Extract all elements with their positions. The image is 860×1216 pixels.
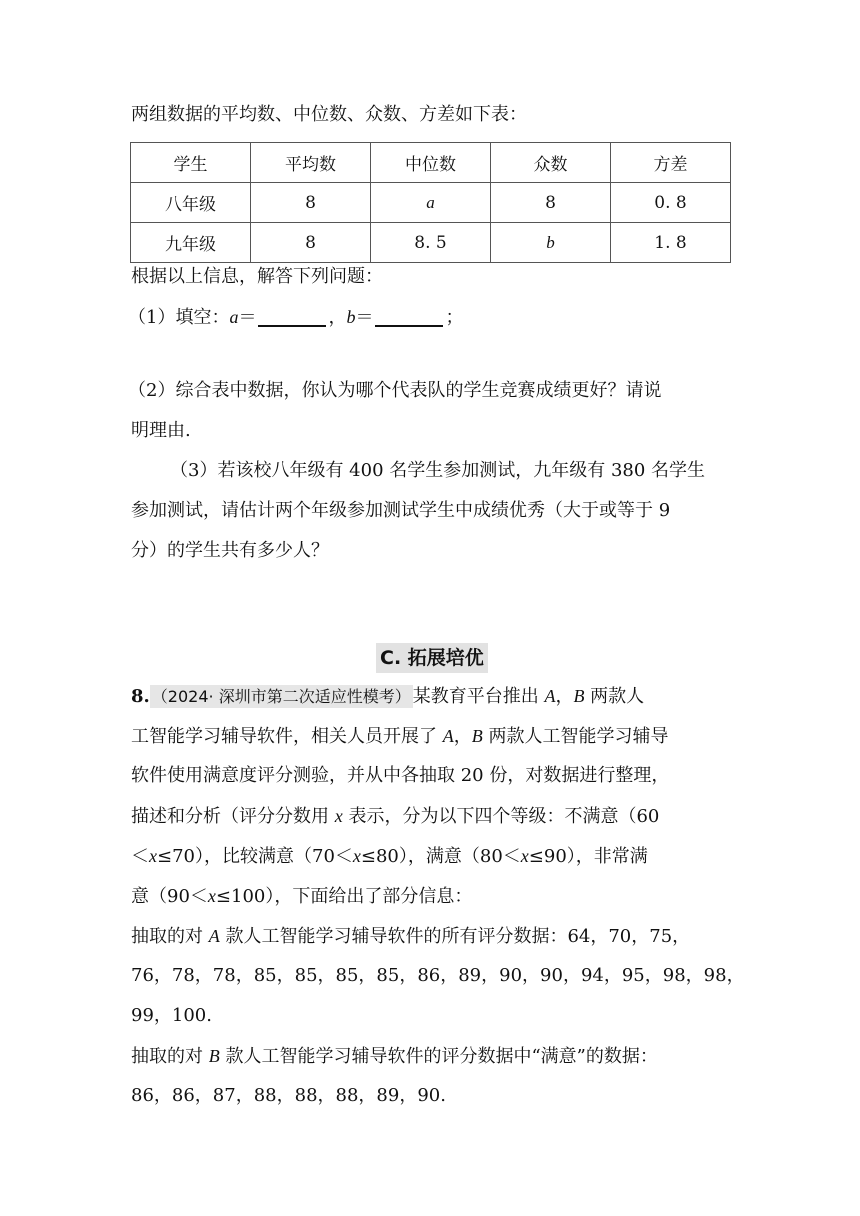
var-B: B (471, 726, 483, 746)
answer-blank-a[interactable] (258, 307, 326, 327)
q1-var-a: a (229, 307, 239, 327)
table-header: 众数 (491, 143, 611, 183)
table-cell: 8 (491, 183, 611, 223)
table-row (131, 223, 731, 263)
text: ≤70），比较满意（70＜ (157, 846, 353, 867)
text: 款人工智能学习辅导软件的评分数据中“满意”的数据： (219, 1046, 658, 1067)
var-x: x (352, 846, 361, 866)
q1-prefix: （1）填空： (128, 307, 230, 328)
table-row (131, 183, 731, 223)
table-header: 平均数 (251, 143, 371, 183)
var-B: B (573, 686, 585, 706)
question-1 (128, 305, 463, 330)
q1-sep: ， (328, 307, 347, 328)
text: 描述和分析（评分分数用 (131, 806, 335, 827)
text: 两款人工智能学习辅导 (482, 726, 669, 747)
problem-number: 8. (131, 686, 150, 707)
var-x: x (334, 806, 343, 826)
problem-8-line-2 (131, 724, 668, 749)
table-header: 学生 (131, 143, 251, 183)
problem-8-line-1 (131, 684, 644, 709)
table-cell: 8. 5 (371, 223, 491, 263)
question-2-line-1: （2）综合表中数据，你认为哪个代表队的学生竞赛成绩更好？请说 (128, 380, 662, 401)
stats-table (130, 142, 731, 263)
table-cell (491, 223, 611, 263)
problem-8-line-8: 76，78，78，85，85，85，85，86，89，90，90，94，95，98，98， (131, 965, 745, 986)
question-3-line-1: （3）若该校八年级有 400 名学生参加测试，九年级有 380 名学生 (170, 460, 706, 481)
text: 某教育平台推出 (412, 686, 545, 707)
problem-8-line-10 (131, 1044, 658, 1069)
table-cell: 九年级 (131, 223, 251, 263)
text: 意（90＜ (131, 886, 208, 907)
q1-end: ； (445, 307, 464, 328)
text: ≤90），非常满 (528, 846, 648, 867)
variable-a: a (426, 192, 435, 212)
var-A: A (544, 686, 556, 706)
q1-var-b: b (346, 307, 356, 327)
text: 款人工智能学习辅导软件的所有评分数据：64，70，75， (219, 926, 691, 947)
q1-eq: ＝ (238, 307, 257, 328)
variable-b: b (546, 232, 555, 252)
var-x: x (149, 846, 157, 866)
text: 工智能学习辅导软件，相关人员开展了 (131, 726, 443, 747)
text: 两款人 (584, 686, 645, 707)
table-cell: 0. 8 (611, 183, 731, 223)
problem-8-line-4 (131, 804, 659, 829)
question-3-line-2: 参加测试，请估计两个年级参加测试学生中成绩优秀（大于或等于 9 (131, 500, 671, 521)
problem-8-line-5 (131, 844, 648, 869)
text: 抽取的对 (131, 1046, 209, 1067)
table-cell: 1. 8 (611, 223, 731, 263)
text: 表示，分为以下四个等级：不满意（60 (342, 806, 660, 827)
var-B: B (208, 1046, 220, 1066)
question-3-line-3: 分）的学生共有多少人？ (131, 540, 329, 561)
table-header: 方差 (611, 143, 731, 183)
text: ， (453, 726, 472, 747)
table-header-row (131, 143, 731, 183)
text: ＜ (131, 846, 149, 867)
table-cell: 八年级 (131, 183, 251, 223)
text: ≤80），满意（80＜ (360, 846, 521, 867)
source-tag: （2024· 深圳市第二次适应性模考） (151, 687, 411, 706)
q1-eq: ＝ (355, 307, 374, 328)
problem-8-line-11: 86，86，87，88，88，88，89，90. (131, 1085, 446, 1106)
intro-text: 两组数据的平均数、中位数、众数、方差如下表： (131, 104, 527, 125)
text: ≤100），下面给出了部分信息： (215, 886, 473, 907)
problem-8-line-3: 软件使用满意度评分测验，并从中各抽取 20 份，对数据进行整理， (131, 765, 670, 786)
question-2-line-2: 明理由. (131, 420, 191, 441)
problem-8-line-7 (131, 924, 690, 949)
table-cell: 8 (251, 183, 371, 223)
table-header: 中位数 (371, 143, 491, 183)
table-cell: 8 (251, 223, 371, 263)
var-A: A (208, 926, 220, 946)
var-x: x (207, 886, 216, 906)
table-cell (371, 183, 491, 223)
var-x: x (520, 846, 529, 866)
answer-blank-b[interactable] (375, 307, 443, 327)
text: ， (555, 686, 574, 707)
section-title: C. 拓展培优 (376, 643, 488, 673)
problem-8-line-6 (131, 884, 472, 909)
text: 抽取的对 (131, 926, 209, 947)
prompt-text: 根据以上信息，解答下列问题： (131, 266, 383, 287)
var-A: A (442, 726, 454, 746)
problem-8-line-9: 99，100. (131, 1005, 212, 1026)
